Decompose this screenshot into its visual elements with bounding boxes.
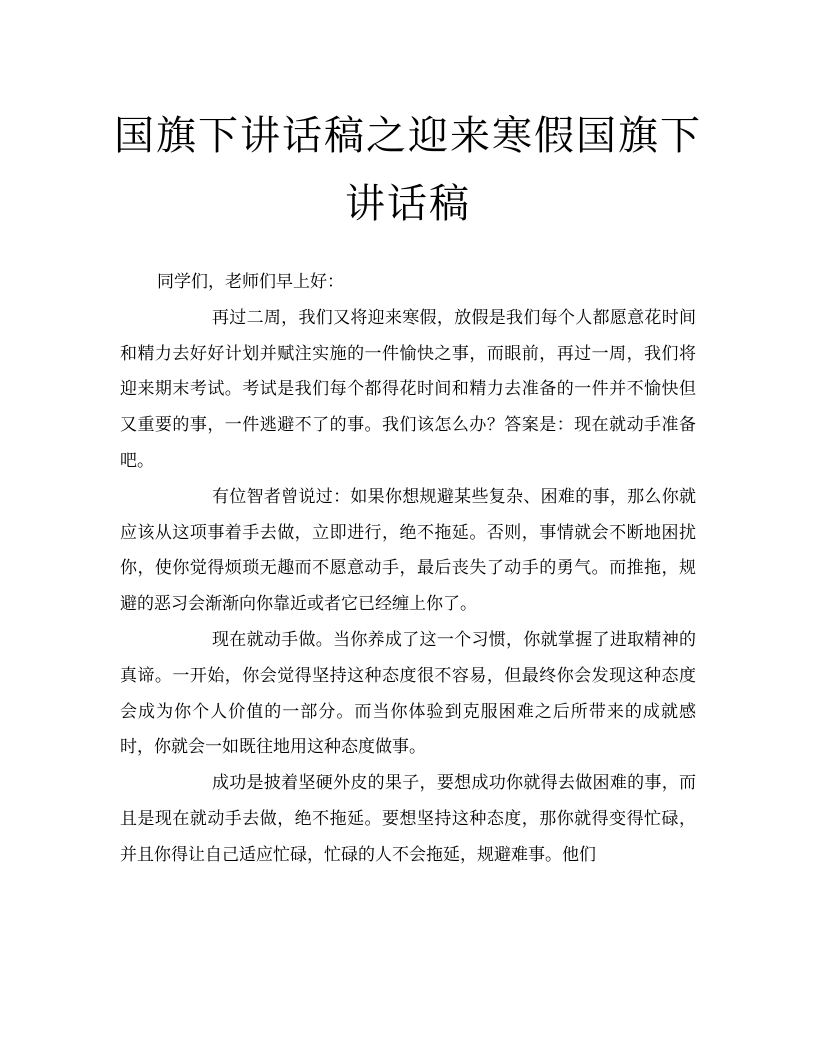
document-body xyxy=(120,265,696,874)
document-title: 国旗下讲话稿之迎来寒假国旗下讲话稿 xyxy=(114,113,702,227)
body-paragraph-1: 再过二周，我们又将迎来寒假，放假是我们每个人都愿意花时间和精力去好好计划并赋注实施的一件愉快之事，而眼前，再过一周，我们将迎来期末考试。考试是我们每个都得花时间和精力去准备的一件并不愉快但又重要的事，一件逃避不了的事。我们该怎么办？答案是：现在就动手准备吧。 xyxy=(120,307,696,471)
body-paragraph-4: 成功是披着坚硬外皮的果子，要想成功你就得去做困难的事，而且是现在就动手去做，绝不拖延。要想坚持这种态度，那你就得变得忙碌，并且你得让自己适应忙碌，忙碌的人不会拖延，规避难事。他们 xyxy=(120,773,696,865)
body-paragraph-2: 有位智者曾说过：如果你想规避某些复杂、困难的事，那么你就应该从这项事着手去做，立即进行，绝不拖延。否则，事情就会不断地困扰你，使你觉得烦琐无趣而不愿意动手，最后丧失了动手的勇气。而推拖，规避的恶习会渐渐向你靠近或者它已经缠上你了。 xyxy=(120,486,696,615)
greeting-paragraph: 同学们，老师们早上好： xyxy=(157,272,344,292)
body-paragraph-3: 现在就动手做。当你养成了这一个习惯，你就掌握了进取精神的真谛。一开始，你会觉得坚持这种态度很不容易，但最终你会发现这种态度会成为你个人价值的一部分。而当你体验到克服困难之后所带来的成就感时，你就会一如既往地用这种态度做事。 xyxy=(120,629,696,758)
